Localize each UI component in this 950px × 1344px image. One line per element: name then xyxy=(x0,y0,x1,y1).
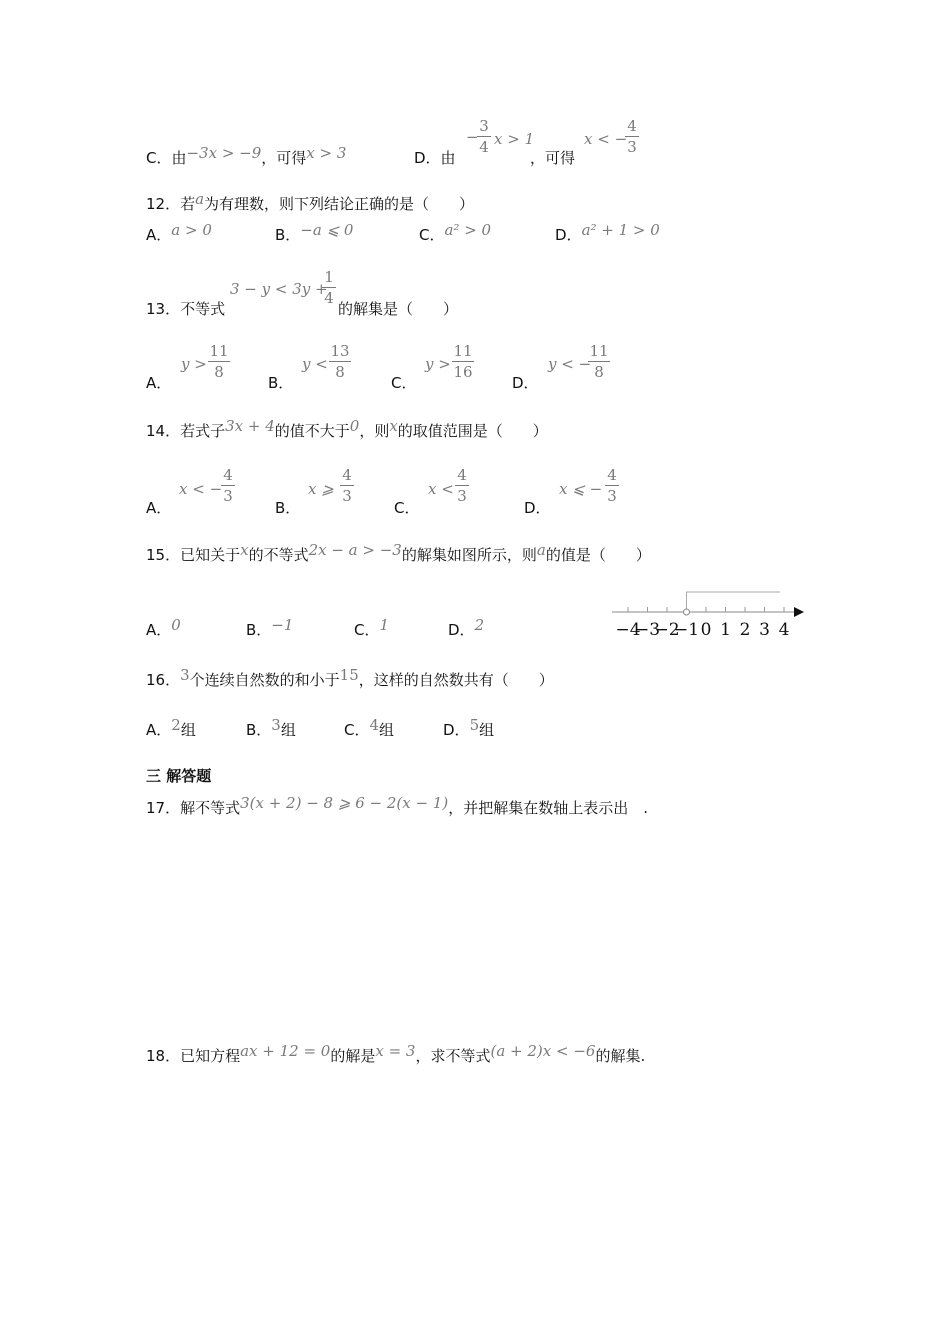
option-label: B． xyxy=(268,374,294,392)
q15-mid1: 的不等式 xyxy=(248,546,309,564)
q15-stem xyxy=(146,541,651,565)
q15-expr: 2x − a > −3 xyxy=(308,541,402,559)
frac-den: 4 xyxy=(324,289,334,307)
q16-option-b xyxy=(246,716,296,740)
option-expr: a > 0 xyxy=(171,221,212,239)
fraction-bar xyxy=(329,361,351,362)
q11-d-expr-rest: x > 1 xyxy=(494,130,535,148)
fraction-bar xyxy=(221,485,235,486)
q14-d-left: x ⩽ − xyxy=(559,480,603,498)
option-expr: 3 xyxy=(271,716,281,734)
q14-a-left: x < − xyxy=(179,480,223,498)
q11-d-mid-line xyxy=(530,148,575,168)
option-unit: 组 xyxy=(479,721,495,739)
q17-expr: 3(x + 2) − 8 ⩾ 6 − 2(x − 1) xyxy=(240,794,449,812)
q16-prefix: 16． xyxy=(146,671,181,689)
q11-d-frac-num: 3 xyxy=(479,117,489,135)
q18-prefix: 18．已知方程 xyxy=(146,1047,241,1065)
q14-option-b xyxy=(275,498,300,518)
option-expr: 1 xyxy=(379,616,390,634)
fraction-bar xyxy=(208,361,230,362)
open-circle-point xyxy=(684,609,690,615)
q14-mid1: 的值不大于 xyxy=(274,422,350,440)
q13-a-fraction xyxy=(208,342,230,381)
q11-c-expr2: x > 3 xyxy=(306,144,347,162)
option-label: A． xyxy=(146,499,172,517)
number-line-tick-label: 2 xyxy=(739,620,751,640)
q18-stem xyxy=(146,1042,646,1066)
q13-prefix-line xyxy=(146,299,225,319)
option-expr: 2 xyxy=(474,616,485,634)
q13-option-d xyxy=(512,373,539,393)
q13-b-left: y < xyxy=(302,355,328,373)
q11-d-fraction xyxy=(477,117,491,156)
frac-num: 4 xyxy=(607,466,617,484)
q13-suffix-line xyxy=(338,299,458,319)
q18-expr2: x = 3 xyxy=(375,1042,416,1060)
q17-suffix: ，并把解集在数轴上表示出 . xyxy=(448,799,648,817)
q11-c-label: C．由 xyxy=(146,149,187,167)
q14-d-fraction xyxy=(605,466,619,505)
frac-num: 13 xyxy=(330,342,350,360)
q14-stem xyxy=(146,417,548,441)
option-expr: 0 xyxy=(171,616,181,634)
q14-c-left: x < xyxy=(428,480,454,498)
q18-mid2: ，求不等式 xyxy=(415,1047,491,1065)
q14-option-d xyxy=(524,498,551,518)
q12-var: a xyxy=(195,190,205,208)
frac-den: 3 xyxy=(342,487,352,505)
frac-num: 4 xyxy=(342,466,352,484)
fraction-bar xyxy=(455,485,469,486)
q18-expr3: (a + 2)x < −6 xyxy=(490,1042,596,1060)
frac-den: 3 xyxy=(607,487,617,505)
q11-d-sign: − xyxy=(466,128,479,146)
option-expr: a² > 0 xyxy=(444,221,492,239)
frac-den: 8 xyxy=(335,363,345,381)
frac-den: 16 xyxy=(453,363,473,381)
number-line-tick-label: 3 xyxy=(759,620,770,640)
option-label: C． xyxy=(394,499,420,517)
q14-expr: 3x + 4 xyxy=(225,417,275,435)
option-label: B． xyxy=(246,721,272,739)
q14-c-fraction xyxy=(455,466,469,505)
q13-option-b xyxy=(268,373,293,393)
option-label: C． xyxy=(391,374,417,392)
option-label: D． xyxy=(443,721,470,739)
number-line-ticks xyxy=(628,607,784,612)
option-label: C． xyxy=(419,226,445,244)
q13-suffix: 的解集是（ ） xyxy=(338,300,459,318)
number-line-tick-label: −3 xyxy=(634,620,661,640)
q16-option-c xyxy=(344,716,395,740)
option-label: A． xyxy=(146,226,172,244)
arrow-right-icon xyxy=(794,607,804,617)
q14-b-left: x ⩾ xyxy=(308,480,334,498)
q16-mid1: 个连续自然数的和小于 xyxy=(189,671,340,689)
frac-den: 3 xyxy=(223,487,233,505)
fraction-bar xyxy=(625,136,639,137)
q11-option-c xyxy=(146,144,347,168)
option-expr: 2 xyxy=(171,716,181,734)
option-label: A． xyxy=(146,374,172,392)
option-label: D． xyxy=(448,621,475,639)
number-line-tick-label: 0 xyxy=(700,620,712,640)
q13-d-left: y < − xyxy=(548,355,592,373)
q12-option-b xyxy=(275,221,354,245)
frac-num: 1 xyxy=(324,268,334,286)
q11-d-label: D．由 xyxy=(414,149,456,167)
option-label: B． xyxy=(275,226,301,244)
q11-d-frac-den: 4 xyxy=(479,138,489,156)
frac-num: 4 xyxy=(223,466,233,484)
q13-expr-left: 3 − y < 3y + xyxy=(230,280,328,298)
q15-suffix: 的值是（ ） xyxy=(545,546,651,564)
q13-a-left: y > xyxy=(181,355,207,373)
q14-prefix: 14．若式子 xyxy=(146,422,226,440)
fraction-bar xyxy=(452,361,474,362)
q16-stem xyxy=(146,666,554,690)
q16-num2: 15 xyxy=(339,666,359,684)
q12-option-d xyxy=(555,221,660,245)
frac-num: 11 xyxy=(589,342,609,360)
number-line-tick-label: −4 xyxy=(615,620,641,640)
frac-den: 8 xyxy=(594,363,604,381)
q15-option-a xyxy=(146,616,181,640)
q12-option-a xyxy=(146,221,212,245)
fraction-bar xyxy=(477,136,491,137)
q16-option-d xyxy=(443,716,495,740)
q11-d-label-line xyxy=(414,148,456,168)
q18-expr1: ax + 12 = 0 xyxy=(240,1042,331,1060)
q17-stem xyxy=(146,794,648,818)
frac-num: 11 xyxy=(209,342,229,360)
option-expr: 4 xyxy=(369,716,380,734)
q15-option-b xyxy=(246,616,294,640)
frac-num: 11 xyxy=(453,342,473,360)
number-line-tick-label: 4 xyxy=(778,620,790,640)
option-expr: −a ⩽ 0 xyxy=(300,221,354,239)
number-line-tick-label: 1 xyxy=(720,620,731,640)
option-label: C． xyxy=(354,621,380,639)
q12-stem-text: 为有理数，则下列结论正确的是（ ） xyxy=(204,195,475,213)
option-unit: 组 xyxy=(379,721,395,739)
q14-option-c xyxy=(394,498,419,518)
q13-option-a xyxy=(146,373,171,393)
q15-var2: a xyxy=(536,541,546,559)
q14-mid2: ，则 xyxy=(359,422,390,440)
option-label: A． xyxy=(146,621,172,639)
q12-prefix: 12．若 xyxy=(146,195,196,213)
section-title: 三 解答题 xyxy=(146,767,212,785)
option-label: B． xyxy=(246,621,272,639)
q16-suffix: ，这样的自然数共有（ ） xyxy=(358,671,554,689)
q13-c-fraction xyxy=(452,342,474,381)
q15-mid2: 的解集如图所示，则 xyxy=(401,546,537,564)
number-line-labels xyxy=(615,620,789,640)
q17-prefix: 17．解不等式 xyxy=(146,799,241,817)
q16-num1: 3 xyxy=(180,666,190,684)
q15-option-c xyxy=(354,616,390,640)
q15-var: x xyxy=(240,541,249,559)
number-line-tick-label: −2 xyxy=(654,620,680,640)
q11-d-mid: ，可得 xyxy=(530,149,576,167)
q11-d-expr2-left: x < − xyxy=(584,130,628,148)
q14-a-fraction xyxy=(221,466,235,505)
q14-zero: 0 xyxy=(349,417,360,435)
q11-d-frac2-num: 4 xyxy=(627,117,637,135)
option-label: D． xyxy=(512,374,539,392)
q14-option-a xyxy=(146,498,171,518)
option-label: D． xyxy=(555,226,582,244)
option-expr: 5 xyxy=(469,716,480,734)
fraction-bar xyxy=(322,287,336,288)
q12-option-c xyxy=(419,221,492,245)
option-label: C． xyxy=(344,721,370,739)
fraction-bar xyxy=(588,361,610,362)
frac-den: 8 xyxy=(214,363,224,381)
q18-mid1: 的解是 xyxy=(330,1047,376,1065)
q18-suffix: 的解集. xyxy=(595,1047,646,1065)
q13-fraction xyxy=(322,268,336,307)
q11-c-expr1: −3x > −9 xyxy=(186,144,262,162)
q12-stem xyxy=(146,190,475,214)
frac-num: 4 xyxy=(457,466,467,484)
number-line-tick-label: −1 xyxy=(673,620,700,640)
q11-c-mid: ，可得 xyxy=(261,149,307,167)
q16-option-a xyxy=(146,716,196,740)
q15-option-d xyxy=(448,616,485,640)
option-label: B． xyxy=(275,499,301,517)
q11-d-frac2-den: 3 xyxy=(627,138,637,156)
solution-ray xyxy=(687,592,781,609)
option-unit: 组 xyxy=(280,721,296,739)
q11-d-fraction2 xyxy=(625,117,639,156)
q13-prefix: 13．不等式 xyxy=(146,300,226,318)
q14-var: x xyxy=(389,417,398,435)
option-unit: 组 xyxy=(180,721,196,739)
q13-c-left: y > xyxy=(425,355,451,373)
q13-d-fraction xyxy=(588,342,610,381)
fraction-bar xyxy=(605,485,619,486)
q14-suffix: 的取值范围是（ ） xyxy=(397,422,548,440)
frac-den: 3 xyxy=(457,487,467,505)
q15-prefix: 15．已知关于 xyxy=(146,546,241,564)
q13-option-c xyxy=(391,373,416,393)
option-expr: −1 xyxy=(271,616,294,634)
q13-b-fraction xyxy=(329,342,351,381)
q14-b-fraction xyxy=(340,466,354,505)
option-label: A． xyxy=(146,721,172,739)
option-expr: a² + 1 > 0 xyxy=(581,221,660,239)
option-label: D． xyxy=(524,499,551,517)
fraction-bar xyxy=(340,485,354,486)
number-line-diagram xyxy=(608,586,808,642)
